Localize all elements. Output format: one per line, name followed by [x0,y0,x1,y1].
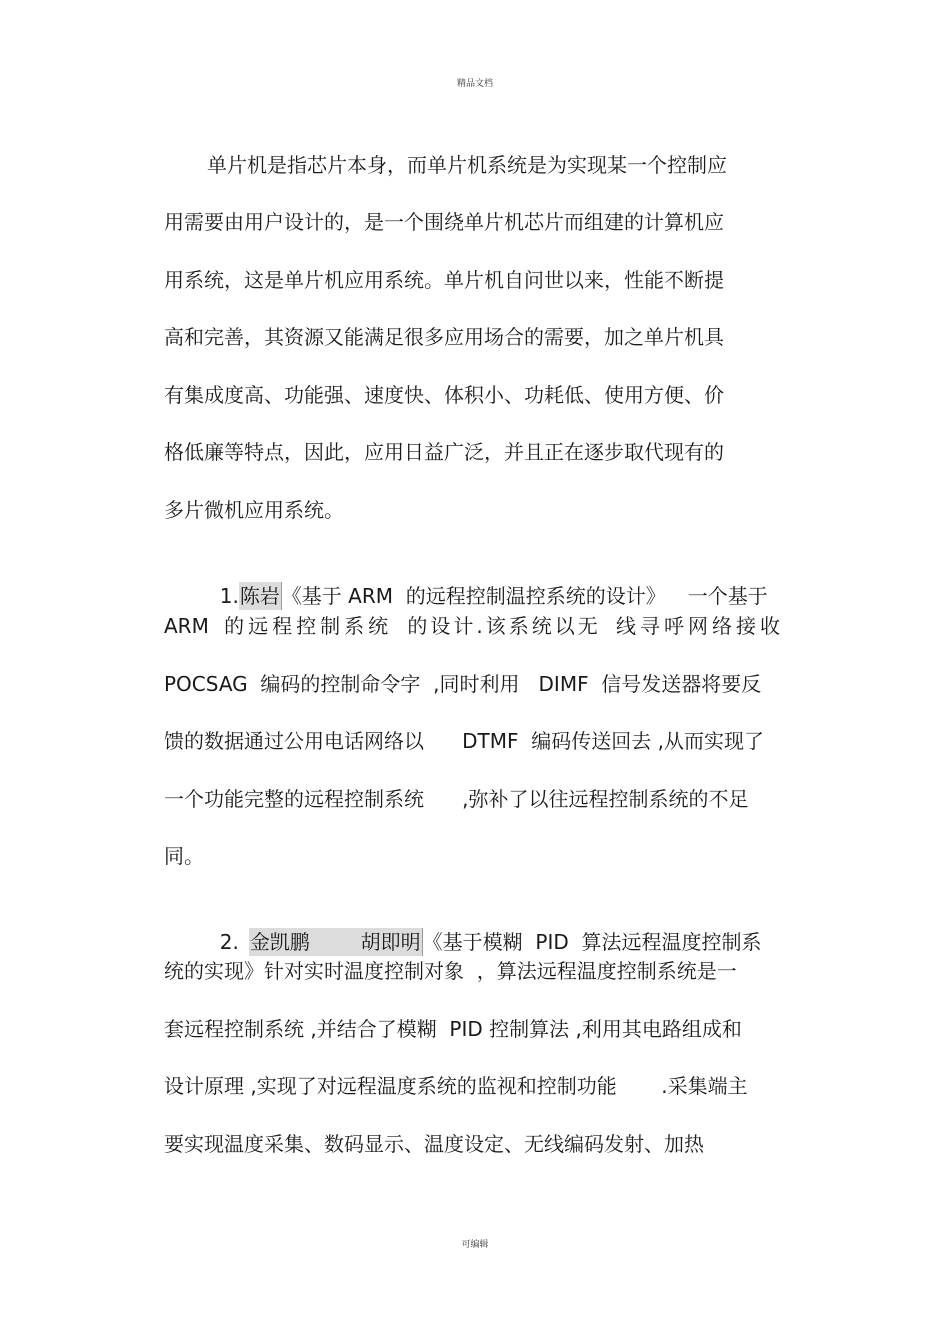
reference-1-word: 的设计.该系统以无 [407,614,601,638]
reference-2-title: 《基于模糊 PID 算法远程温度控制系 [422,930,762,954]
reference-2-line-1 [207,900,762,954]
reference-1-word: 的远程控制系统 [224,614,393,638]
header-note: 精品文档 [456,79,493,89]
reference-1-number: 1. [219,584,239,608]
reference-1-line-2 [164,612,784,640]
reference-1-lead: 一个基于 [687,584,768,608]
reference-1-title: 《基于 ARM 的远程控制温控系统的设计》 [281,584,666,608]
reference-1-word: 线寻呼网络接收 [616,614,784,638]
reference-1-line-3: POCSAG 编码的控制命令字 ,同时利用 DIMF 信号发送器将要反 [164,672,762,696]
footer-note: 可编辑 [461,1240,489,1250]
reference-1-line-4: 馈的数据通过公用电话网络以 DTMF 编码传送回去 ,从而实现了 [164,729,764,753]
reference-2-line-4: 设计原理 ,实现了对远程温度系统的监视和控制功能 .采集端主 [164,1074,748,1098]
reference-2-line-3: 套远程控制系统 ,并结合了模糊 PID 控制算法 ,利用其电路组成和 [164,1017,742,1041]
reference-2-number: 2. [219,930,239,954]
paragraph-1-line-1: 单片机是指芯片本身，而单片机系统是为实现某一个控制应 [207,153,727,177]
reference-2-line-5: 要实现温度采集、数码显示、温度设定、无线编码发射、加热 [164,1132,704,1156]
reference-1-line-6: 同。 [164,844,204,868]
reference-1-line-1 [207,554,768,608]
paragraph-1-line-3: 用系统，这是单片机应用系统。单片机自问世以来，性能不断提 [164,268,724,292]
reference-1-line-5: 一个功能完整的远程控制系统 ,弥补了以往远程控制系统的不足 [164,787,749,811]
paragraph-1-line-4: 高和完善，其资源又能满足很多应用场合的需要，加之单片机具 [164,325,724,349]
reference-1-word: ARM [164,614,209,638]
paragraph-1-line-2: 用需要由用户设计的，是一个围绕单片机芯片而组建的计算机应 [164,210,724,234]
reference-1-author: 陈岩 [239,584,280,608]
paragraph-1-line-7: 多片微机应用系统。 [164,498,344,522]
paragraph-1-line-6: 格低廉等特点，因此，应用日益广泛，并且正在逐步取代现有的 [164,440,724,464]
reference-2-authors: 金凯鹏 胡即明 [249,930,421,954]
reference-2-line-2: 统的实现》针对实时温度控制对象 ，算法远程温度控制系统是一 [164,959,737,983]
paragraph-1-line-5: 有集成度高、功能强、速度快、体积小、功耗低、使用方便、价 [164,383,724,407]
